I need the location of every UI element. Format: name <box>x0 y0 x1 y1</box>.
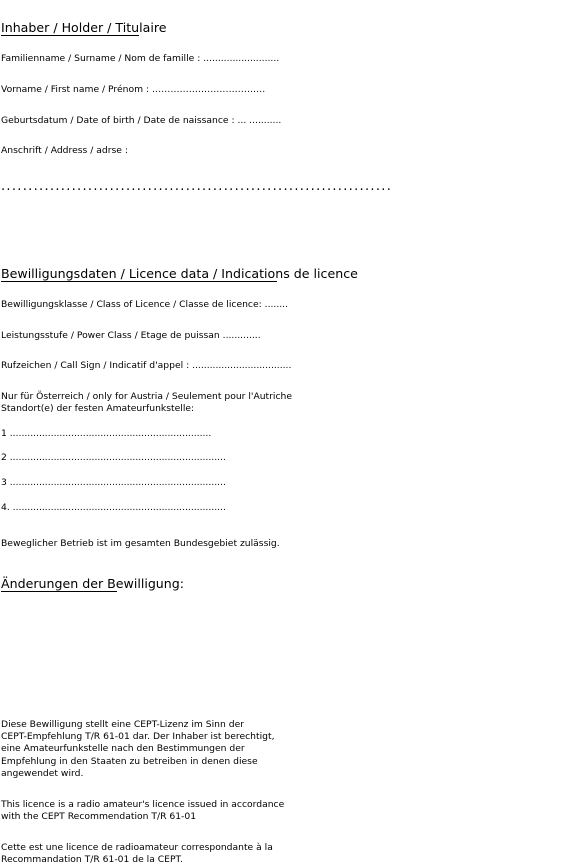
english-statement: This licence is a radio amateur's licence issued in accordance with the CEPT Recommendation T/R 61-01 <box>1 799 285 823</box>
austria-note-line2: Standort(e) der festen Amateurfunkstelle: <box>1 403 195 414</box>
french-statement: Cette est une licence de radioamateur correspondante à la Recommandation T/R 61-01 de la CEPT. <box>1 842 273 866</box>
licence-heading-underline <box>1 281 277 282</box>
station-line-1: 1 ..................................................................... <box>1 428 212 439</box>
birth-line: Geburtsdatum / Date of birth / Date de naissance : ... ........... <box>1 115 282 126</box>
mobile-operation-note: Beweglicher Betrieb ist im gesamten Bundesgebiet zulässig. <box>1 538 280 549</box>
licence-heading: Bewilligungsdaten / Licence data / Indications de licence <box>1 266 358 281</box>
address-dots: ........................................................................ <box>1 179 393 194</box>
station-line-3: 3 .......................................................................... <box>1 477 226 488</box>
german-statement: Diese Bewilligung stellt eine CEPT-Lizenz im Sinn der CEPT-Empfehlung T/R 61-01 dar. Der Inhaber ist berechtigt, eine Amateurfunkstelle nach den Bestimmungen der Empfehlung in den Staaten zu betreiben in denen diese angewendet wird. <box>1 719 275 779</box>
licence-class-line: Bewilligungsklasse / Class of Licence / Classe de licence: ........ <box>1 299 289 310</box>
power-class-line: Leistungsstufe / Power Class / Etage de puissan ............. <box>1 330 261 341</box>
changes-heading: Änderungen der Bewilligung: <box>1 576 185 591</box>
austria-note-line1: Nur für Österreich / only for Austria / Seulement pour l'Autriche <box>1 391 293 402</box>
holder-heading: Inhaber / Holder / Titulaire <box>1 20 167 35</box>
address-line: Anschrift / Address / adrse : <box>1 145 128 156</box>
changes-heading-underline <box>1 591 117 592</box>
station-line-2: 2 .......................................................................... <box>1 452 226 463</box>
first-name-line: Vorname / First name / Prénom : ………………………………. <box>1 84 266 95</box>
surname-line: Familienname / Surname / Nom de famille : .......................... <box>1 53 280 64</box>
holder-heading-underline <box>1 35 139 36</box>
station-line-4: 4. ......................................................................... <box>1 502 226 513</box>
call-sign-line: Rufzeichen / Call Sign / Indicatif d'appel : .................................. <box>1 360 292 371</box>
